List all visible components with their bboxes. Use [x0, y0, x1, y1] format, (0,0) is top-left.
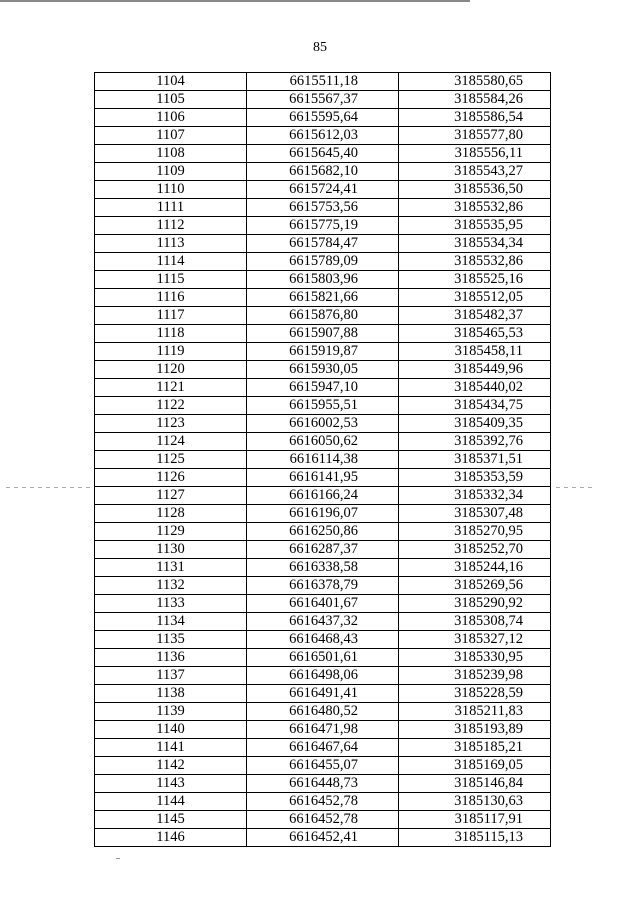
point-number-cell: 1146	[95, 829, 247, 847]
y-coordinate-cell: 3185211,83	[399, 703, 551, 721]
point-number-cell: 1113	[95, 235, 247, 253]
x-coordinate-cell: 6616166,24	[247, 487, 399, 505]
y-coordinate-cell: 3185269,56	[399, 577, 551, 595]
y-coordinate-cell: 3185244,16	[399, 559, 551, 577]
point-number-cell: 1117	[95, 307, 247, 325]
table-row	[95, 685, 551, 703]
table-row	[95, 145, 551, 163]
table-row	[95, 181, 551, 199]
table-row	[95, 487, 551, 505]
x-coordinate-cell: 6616141,95	[247, 469, 399, 487]
x-coordinate-cell: 6615567,37	[247, 91, 399, 109]
table-row	[95, 433, 551, 451]
y-coordinate-cell: 3185239,98	[399, 667, 551, 685]
table-row	[95, 541, 551, 559]
y-coordinate-cell: 3185409,35	[399, 415, 551, 433]
x-coordinate-cell: 6616455,07	[247, 757, 399, 775]
table-row	[95, 289, 551, 307]
point-number-cell: 1137	[95, 667, 247, 685]
y-coordinate-cell: 3185577,80	[399, 127, 551, 145]
point-number-cell: 1119	[95, 343, 247, 361]
x-coordinate-cell: 6616196,07	[247, 505, 399, 523]
point-number-cell: 1131	[95, 559, 247, 577]
x-coordinate-cell: 6616501,61	[247, 649, 399, 667]
y-coordinate-cell: 3185449,96	[399, 361, 551, 379]
x-coordinate-cell: 6615612,03	[247, 127, 399, 145]
x-coordinate-cell: 6616452,41	[247, 829, 399, 847]
y-coordinate-cell: 3185535,95	[399, 217, 551, 235]
table-row	[95, 469, 551, 487]
table-row	[95, 559, 551, 577]
point-number-cell: 1106	[95, 109, 247, 127]
y-coordinate-cell: 3185193,89	[399, 721, 551, 739]
point-number-cell: 1136	[95, 649, 247, 667]
table-row	[95, 127, 551, 145]
x-coordinate-cell: 6615919,87	[247, 343, 399, 361]
point-number-cell: 1104	[95, 73, 247, 91]
point-number-cell: 1143	[95, 775, 247, 793]
x-coordinate-cell: 6615511,18	[247, 73, 399, 91]
y-coordinate-cell: 3185543,27	[399, 163, 551, 181]
table-row	[95, 325, 551, 343]
y-coordinate-cell: 3185556,11	[399, 145, 551, 163]
point-number-cell: 1134	[95, 613, 247, 631]
y-coordinate-cell: 3185146,84	[399, 775, 551, 793]
table-row	[95, 415, 551, 433]
coordinates-table	[94, 72, 551, 847]
x-coordinate-cell: 6616498,06	[247, 667, 399, 685]
table-row	[95, 667, 551, 685]
y-coordinate-cell: 3185525,16	[399, 271, 551, 289]
y-coordinate-cell: 3185434,75	[399, 397, 551, 415]
y-coordinate-cell: 3185534,34	[399, 235, 551, 253]
table-row	[95, 811, 551, 829]
x-coordinate-cell: 6616491,41	[247, 685, 399, 703]
x-coordinate-cell: 6616452,78	[247, 811, 399, 829]
point-number-cell: 1124	[95, 433, 247, 451]
point-number-cell: 1122	[95, 397, 247, 415]
point-number-cell: 1125	[95, 451, 247, 469]
y-coordinate-cell: 3185371,51	[399, 451, 551, 469]
x-coordinate-cell: 6616002,53	[247, 415, 399, 433]
y-coordinate-cell: 3185586,54	[399, 109, 551, 127]
y-coordinate-cell: 3185117,91	[399, 811, 551, 829]
y-coordinate-cell: 3185458,11	[399, 343, 551, 361]
y-coordinate-cell: 3185332,34	[399, 487, 551, 505]
y-coordinate-cell: 3185228,59	[399, 685, 551, 703]
point-number-cell: 1112	[95, 217, 247, 235]
y-coordinate-cell: 3185270,95	[399, 523, 551, 541]
table-row	[95, 253, 551, 271]
table-row	[95, 613, 551, 631]
y-coordinate-cell: 3185536,50	[399, 181, 551, 199]
x-coordinate-cell: 6615784,47	[247, 235, 399, 253]
point-number-cell: 1123	[95, 415, 247, 433]
x-coordinate-cell: 6616050,62	[247, 433, 399, 451]
table-row	[95, 343, 551, 361]
table-row	[95, 397, 551, 415]
x-coordinate-cell: 6615947,10	[247, 379, 399, 397]
point-number-cell: 1121	[95, 379, 247, 397]
point-number-cell: 1116	[95, 289, 247, 307]
y-coordinate-cell: 3185532,86	[399, 199, 551, 217]
point-number-cell: 1109	[95, 163, 247, 181]
x-coordinate-cell: 6615595,64	[247, 109, 399, 127]
table-row	[95, 703, 551, 721]
x-coordinate-cell: 6615724,41	[247, 181, 399, 199]
table-row	[95, 721, 551, 739]
scan-artifact-left	[6, 487, 92, 488]
x-coordinate-cell: 6616378,79	[247, 577, 399, 595]
point-number-cell: 1135	[95, 631, 247, 649]
table-row	[95, 199, 551, 217]
point-number-cell: 1129	[95, 523, 247, 541]
point-number-cell: 1108	[95, 145, 247, 163]
point-number-cell: 1107	[95, 127, 247, 145]
x-coordinate-cell: 6615876,80	[247, 307, 399, 325]
x-coordinate-cell: 6616287,37	[247, 541, 399, 559]
point-number-cell: 1138	[95, 685, 247, 703]
x-coordinate-cell: 6615753,56	[247, 199, 399, 217]
point-number-cell: 1144	[95, 793, 247, 811]
x-coordinate-cell: 6616114,38	[247, 451, 399, 469]
page-number: 85	[313, 40, 327, 55]
y-coordinate-cell: 3185308,74	[399, 613, 551, 631]
x-coordinate-cell: 6616467,64	[247, 739, 399, 757]
y-coordinate-cell: 3185327,12	[399, 631, 551, 649]
table-row	[95, 523, 551, 541]
x-coordinate-cell: 6615803,96	[247, 271, 399, 289]
table-row	[95, 271, 551, 289]
point-number-cell: 1111	[95, 199, 247, 217]
x-coordinate-cell: 6615789,09	[247, 253, 399, 271]
point-number-cell: 1145	[95, 811, 247, 829]
point-number-cell: 1141	[95, 739, 247, 757]
x-coordinate-cell: 6616468,43	[247, 631, 399, 649]
table-row	[95, 379, 551, 397]
x-coordinate-cell: 6616437,32	[247, 613, 399, 631]
y-coordinate-cell: 3185330,95	[399, 649, 551, 667]
top-scan-rule	[0, 0, 470, 2]
table-row	[95, 235, 551, 253]
y-coordinate-cell: 3185115,13	[399, 829, 551, 847]
x-coordinate-cell: 6615955,51	[247, 397, 399, 415]
point-number-cell: 1114	[95, 253, 247, 271]
x-coordinate-cell: 6615930,05	[247, 361, 399, 379]
y-coordinate-cell: 3185440,02	[399, 379, 551, 397]
table-row	[95, 451, 551, 469]
table-row	[95, 109, 551, 127]
table-row	[95, 757, 551, 775]
point-number-cell: 1132	[95, 577, 247, 595]
y-coordinate-cell: 3185482,37	[399, 307, 551, 325]
x-coordinate-cell: 6616448,73	[247, 775, 399, 793]
x-coordinate-cell: 6616401,67	[247, 595, 399, 613]
x-coordinate-cell: 6615645,40	[247, 145, 399, 163]
x-coordinate-cell: 6615682,10	[247, 163, 399, 181]
point-number-cell: 1115	[95, 271, 247, 289]
x-coordinate-cell: 6615821,66	[247, 289, 399, 307]
y-coordinate-cell: 3185290,92	[399, 595, 551, 613]
point-number-cell: 1133	[95, 595, 247, 613]
table-row	[95, 505, 551, 523]
point-number-cell: 1127	[95, 487, 247, 505]
table-row	[95, 775, 551, 793]
x-coordinate-cell: 6616480,52	[247, 703, 399, 721]
scan-artifact-right	[556, 487, 596, 488]
coordinates-table-body	[95, 73, 551, 847]
y-coordinate-cell: 3185353,59	[399, 469, 551, 487]
y-coordinate-cell: 3185169,05	[399, 757, 551, 775]
point-number-cell: 1120	[95, 361, 247, 379]
scan-mark	[116, 858, 120, 859]
point-number-cell: 1110	[95, 181, 247, 199]
table-row	[95, 361, 551, 379]
y-coordinate-cell: 3185512,05	[399, 289, 551, 307]
table-row	[95, 631, 551, 649]
table-row	[95, 649, 551, 667]
table-row	[95, 595, 551, 613]
y-coordinate-cell: 3185584,26	[399, 91, 551, 109]
table-row	[95, 829, 551, 847]
point-number-cell: 1118	[95, 325, 247, 343]
table-row	[95, 217, 551, 235]
x-coordinate-cell: 6616471,98	[247, 721, 399, 739]
x-coordinate-cell: 6616250,86	[247, 523, 399, 541]
table-row	[95, 163, 551, 181]
table-row	[95, 739, 551, 757]
point-number-cell: 1130	[95, 541, 247, 559]
point-number-cell: 1139	[95, 703, 247, 721]
point-number-cell: 1140	[95, 721, 247, 739]
y-coordinate-cell: 3185580,65	[399, 73, 551, 91]
x-coordinate-cell: 6615775,19	[247, 217, 399, 235]
point-number-cell: 1142	[95, 757, 247, 775]
y-coordinate-cell: 3185307,48	[399, 505, 551, 523]
table-row	[95, 793, 551, 811]
y-coordinate-cell: 3185465,53	[399, 325, 551, 343]
point-number-cell: 1128	[95, 505, 247, 523]
y-coordinate-cell: 3185130,63	[399, 793, 551, 811]
table-row	[95, 577, 551, 595]
point-number-cell: 1126	[95, 469, 247, 487]
table-row	[95, 91, 551, 109]
y-coordinate-cell: 3185252,70	[399, 541, 551, 559]
point-number-cell: 1105	[95, 91, 247, 109]
y-coordinate-cell: 3185532,86	[399, 253, 551, 271]
x-coordinate-cell: 6615907,88	[247, 325, 399, 343]
x-coordinate-cell: 6616338,58	[247, 559, 399, 577]
table-row	[95, 307, 551, 325]
y-coordinate-cell: 3185392,76	[399, 433, 551, 451]
x-coordinate-cell: 6616452,78	[247, 793, 399, 811]
table-row	[95, 73, 551, 91]
y-coordinate-cell: 3185185,21	[399, 739, 551, 757]
